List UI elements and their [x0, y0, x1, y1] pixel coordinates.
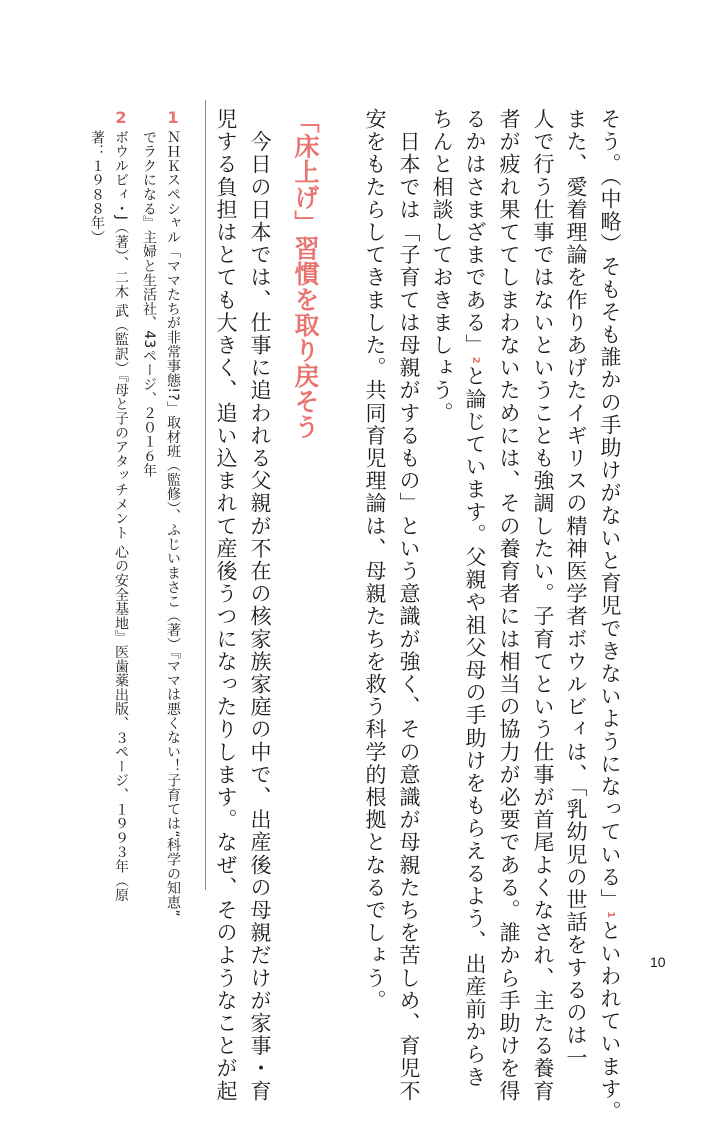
body-line: また、愛着理論を作りあげたイギリスの精神医学者ボウルビィは、「乳幼児の世話をするのは一: [564, 108, 588, 1070]
body-line: 安をもたらしてきました。共同育児理論は、母親たちを救う科学的根拠となるでしょう。: [363, 108, 387, 1012]
footnote-ref: 2: [470, 356, 481, 366]
body-line: そう。（中略）そもそも誰かの手助けがないと育児できないようになっている」1といわれています。: [598, 108, 622, 1123]
footnote-ref: 1: [605, 911, 616, 920]
footnote-line: でラクになる』主婦と生活社、43ページ、２０１６年: [141, 130, 157, 478]
footnote-number: 2: [115, 108, 127, 127]
footnote-line: ボウルビィ・J（著）、二木 武（監訳）『母と子のアタッチメント 心の安全基地』医歯薬出版、３ページ、１９９３年（原: [113, 130, 129, 903]
body-line: 人で行う仕事ではないということも強調したい。子育てという仕事が首尾よくなされ、主たる養育: [531, 108, 555, 1103]
body-line: ちんと相談しておきましょう。: [430, 108, 454, 425]
footnote-number: 1: [167, 108, 179, 127]
footnote-line: ＮＨＫスペシャル「ママたちが非常事態!?」取材班（監修）、ふじいまさこ（著）『ママは悪くない！子育ては“科学の知恵”: [165, 130, 181, 917]
footnote-divider: [205, 100, 206, 890]
footnote-line: 著：１９８８年）: [89, 130, 105, 245]
section-line: 今日の日本では、仕事に追われる父親が不在の核家族家庭の中で、出産後の母親だけが家事・育: [248, 108, 272, 1103]
section-line: 児する負担はとても大きく、追い込まれて産後うつになったりします。なぜ、そのようなことが起: [214, 108, 238, 1103]
body-line: 日本では「子育ては母親がするもの」という意識が強く、その意識が母親たちを苦しめ、育児不: [397, 108, 421, 1103]
section-heading: 「床上げ」習慣を取り戻そう: [291, 108, 320, 440]
body-line: るかはさまざまである」2と論じています。父親や祖父母の手助けをもらえるよう、出産前からき: [463, 108, 487, 1089]
body-line: 者が疲れ果ててしまわないためには、その養育者には相当の協力が必要である。誰から手助けを得: [497, 108, 521, 1103]
page-number: 10: [650, 954, 666, 970]
